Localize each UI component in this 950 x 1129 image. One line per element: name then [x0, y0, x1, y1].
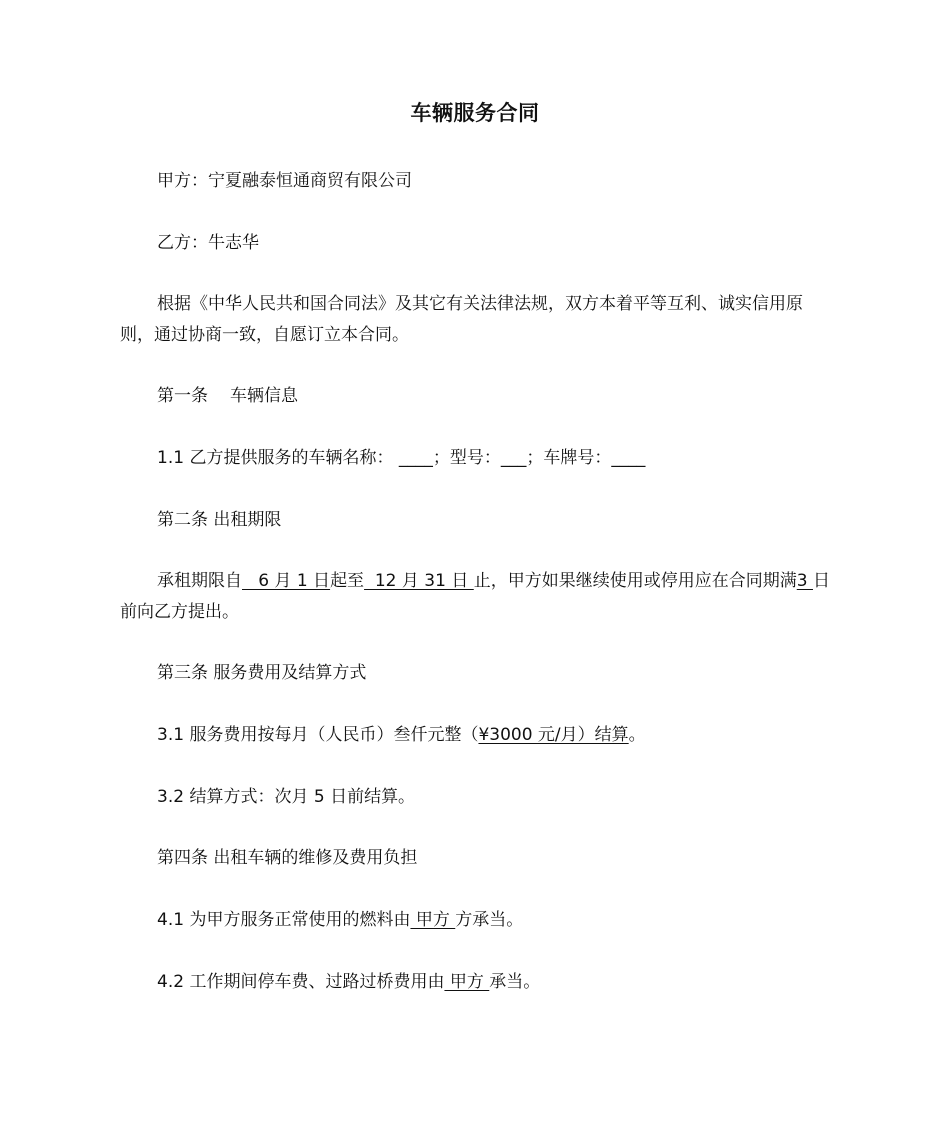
clause-4-1-suffix: 方承当。	[455, 910, 524, 930]
term-start-date: 6 月 1 日	[242, 571, 331, 591]
model-label: ；型号：	[432, 448, 501, 468]
plate-number-blank: ____	[611, 448, 646, 468]
party-b-line	[120, 228, 832, 259]
party-b-value: 牛志华	[208, 233, 259, 253]
clause-3-1-suffix: 。	[628, 725, 646, 745]
plate-label: ；车牌号：	[526, 448, 612, 468]
clause-4-1	[120, 905, 832, 936]
fuel-responsible-party: 甲方	[410, 910, 456, 930]
term-tail: 日前向乙方提出。	[120, 571, 830, 622]
clause-4-2	[120, 967, 832, 998]
term-prefix: 承租期限自	[157, 571, 242, 591]
clause-4-2-prefix: 4.2 工作期间停车费、过路过桥费用由	[157, 972, 445, 992]
vehicle-name-blank: ____	[398, 448, 433, 468]
party-a-line	[120, 166, 832, 197]
vehicle-model-blank: ___	[500, 448, 527, 468]
toll-responsible-party: 甲方	[444, 972, 490, 992]
fee-amount: ¥3000 元/月）结算	[478, 725, 629, 745]
clause-3-1	[120, 720, 832, 751]
party-a-label: 甲方：	[157, 171, 208, 191]
clause-4-2-suffix: 承当。	[489, 972, 541, 992]
clause-4-1-prefix: 4.1 为甲方服务正常使用的燃料由	[157, 910, 411, 930]
clause-1-1-prefix: 1.1 乙方提供服务的车辆名称：	[157, 448, 394, 468]
article-2-heading: 第二条 出租期限	[157, 510, 282, 530]
article-1-title: 车辆信息	[230, 386, 298, 406]
article-1-heading	[120, 381, 832, 412]
article-4-heading: 第四条 出租车辆的维修及费用负担	[157, 848, 418, 868]
term-suffix: 止，甲方如果继续使用或停用应在合同期满	[473, 571, 797, 591]
term-end-date: 12 月 31 日	[364, 571, 474, 591]
article-3-heading: 第三条 服务费用及结算方式	[157, 663, 367, 683]
document-title: 车辆服务合同	[410, 101, 540, 125]
article-1-number: 第一条	[157, 386, 208, 406]
notice-days: 3	[796, 571, 813, 591]
party-a-value: 宁夏融泰恒通商贸有限公司	[208, 171, 412, 191]
clause-3-1-prefix: 3.1 服务费用按每月（人民币）叁仟元整（	[157, 725, 479, 745]
party-b-label: 乙方：	[157, 233, 208, 253]
preamble-paragraph: 根据《中华人民共和国合同法》及其它有关法律法规，双方本着平等互利、诚实信用原则，通过协商一致，自愿订立本合同。	[120, 294, 803, 345]
clause-3-2: 3.2 结算方式：次月 5 日前结算。	[157, 787, 416, 807]
term-paragraph	[120, 566, 832, 628]
term-middle: 起至	[330, 571, 365, 591]
clause-1-1	[120, 443, 832, 474]
